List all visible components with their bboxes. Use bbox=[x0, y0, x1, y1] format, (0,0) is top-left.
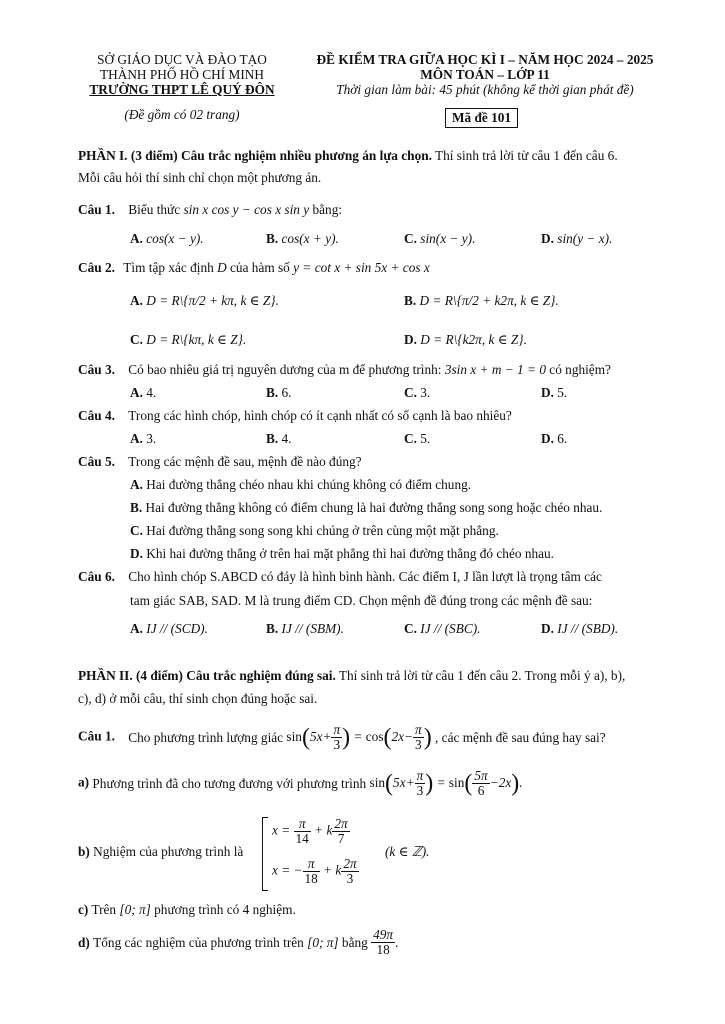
option-text: cos(x + y). bbox=[281, 231, 339, 246]
part1-intro-b: Mỗi câu hỏi thí sinh chỉ chọn một phương án. bbox=[78, 170, 322, 185]
item-c-interval: [0; π] bbox=[119, 902, 151, 917]
option-letter: B. bbox=[404, 293, 417, 308]
p2-q1-equation: sin(5x+ $\frac{\pi}{3}$ ) = cos(2x− $\frac{\pi}{3}$ ) bbox=[286, 722, 432, 753]
q5-text: Trong các mệnh đề sau, mệnh đề nào đúng? bbox=[128, 454, 362, 469]
q1-option-c[interactable] bbox=[404, 230, 475, 247]
q1-label: Câu 1. bbox=[78, 202, 115, 217]
item-d-text-a: Tổng các nghiệm của phương trình trên bbox=[93, 934, 304, 950]
q5-label: Câu 5. bbox=[78, 454, 115, 469]
part1-title: PHẦN I. (3 điểm) Câu trắc nghiệm nhiều phương án lựa chọn. bbox=[78, 148, 432, 163]
p2-item-d: d) Tổng các nghiệm của phương trình trên [0; π] bằng $\frac{49\pi}{18}$ . bbox=[78, 927, 399, 957]
school-name: TRƯỜNG THPT LÊ QUÝ ĐÔN bbox=[89, 82, 275, 97]
q4-option-d[interactable] bbox=[541, 430, 567, 447]
option-text: D = R\{kπ, k ∈ Z}. bbox=[146, 332, 247, 347]
q5-option-a[interactable] bbox=[130, 476, 471, 493]
q2-func: y = cot x + sin 5x + cos x bbox=[293, 260, 430, 275]
item-d-label: d) bbox=[78, 934, 90, 950]
option-text: 3. bbox=[420, 385, 431, 400]
page-count-note: (Đề gồm có 02 trang) bbox=[124, 107, 240, 122]
q4-label: Câu 4. bbox=[78, 408, 115, 423]
option-letter: C. bbox=[130, 332, 143, 347]
q2-stem bbox=[78, 259, 430, 276]
q5-stem bbox=[78, 453, 362, 470]
option-text: 5. bbox=[420, 431, 431, 446]
city-name: THÀNH PHỐ HỒ CHÍ MINH bbox=[100, 67, 264, 82]
item-d-text-b: bằng bbox=[341, 934, 368, 950]
part2-intro-b: c), d) ở mỗi câu, thí sinh chọn đúng hoặc sai. bbox=[78, 691, 318, 706]
item-b-condition: (k ∈ ℤ). bbox=[385, 844, 430, 859]
q2-text-a: Tìm tập xác định bbox=[123, 260, 214, 275]
option-text: IJ // (SCD). bbox=[146, 621, 208, 636]
option-letter: D. bbox=[130, 546, 143, 561]
part1-intro-a: Thí sinh trả lời từ câu 1 đến câu 6. bbox=[431, 148, 618, 163]
item-c-text-b: phương trình có 4 nghiệm. bbox=[154, 902, 296, 917]
option-text: 3. bbox=[146, 431, 157, 446]
option-letter: D. bbox=[541, 431, 554, 446]
part2-title: PHẦN II. (4 điểm) Câu trắc nghiệm đúng sai. bbox=[78, 668, 336, 683]
option-letter: C. bbox=[404, 431, 417, 446]
item-b-text: Nghiệm của phương trình là bbox=[93, 844, 244, 859]
q3-label: Câu 3. bbox=[78, 362, 115, 377]
q3-text-a: Có bao nhiêu giá trị nguyên dương của m để phương trình: bbox=[128, 362, 442, 377]
q4-option-a[interactable] bbox=[130, 430, 156, 447]
exam-title: ĐỀ KIỂM TRA GIỮA HỌC KÌ I – NĂM HỌC 2024 – 2025 bbox=[316, 52, 654, 67]
option-text: D = R\{π/2 + k2π, k ∈ Z}. bbox=[419, 293, 559, 308]
q5-option-c[interactable] bbox=[130, 522, 499, 539]
p2-item-a bbox=[78, 768, 523, 799]
option-letter: A. bbox=[130, 231, 143, 246]
solution-bracket bbox=[262, 817, 268, 891]
q1-expr: sin x cos y − cos x sin y bbox=[183, 202, 310, 217]
q4-option-c[interactable] bbox=[404, 430, 430, 447]
p2-q1-text-a: Cho phương trình lượng giác bbox=[128, 729, 284, 745]
fraction-numerator: 49π bbox=[373, 927, 394, 942]
option-letter: B. bbox=[266, 385, 279, 400]
solution-2: x = − $\frac{\pi}{18}$ + k $\frac{2\pi}{3}$ bbox=[272, 856, 357, 886]
item-d-interval: [0; π] bbox=[307, 934, 339, 950]
q3-option-d[interactable] bbox=[541, 384, 567, 401]
option-letter: A. bbox=[130, 621, 143, 636]
q3-stem bbox=[78, 361, 611, 378]
p2-q1-stem bbox=[78, 722, 606, 753]
department-name: SỞ GIÁO DỤC VÀ ĐÀO TẠO bbox=[97, 52, 267, 67]
option-text: Khi hai đường thẳng ở trên hai mặt phẳng thì hai đường thẳng đó chéo nhau. bbox=[146, 546, 555, 561]
q2-option-a[interactable] bbox=[130, 292, 279, 309]
part2-intro-a: Thí sinh trả lời từ câu 1 đến câu 2. Trong mỗi ý a), b), bbox=[335, 668, 626, 683]
q2-text-b: của hàm số bbox=[230, 260, 290, 275]
item-d-fraction bbox=[371, 928, 395, 957]
option-letter: A. bbox=[130, 431, 143, 446]
option-text: sin(x − y). bbox=[420, 231, 476, 246]
option-text: D = R\{k2π, k ∈ Z}. bbox=[420, 332, 527, 347]
q5-option-b[interactable] bbox=[130, 499, 602, 516]
q4-text: Trong các hình chóp, hình chóp có ít cạnh nhất có số cạnh là bao nhiêu? bbox=[128, 408, 512, 423]
q3-option-c[interactable] bbox=[404, 384, 430, 401]
item-a-equation: sin(5x+ $\frac{\pi}{3}$ ) = sin( $\frac{5\pi}{6}$ −2x). bbox=[369, 768, 523, 799]
option-text: IJ // (SBC). bbox=[420, 621, 481, 636]
option-text: 5. bbox=[557, 385, 568, 400]
option-letter: D. bbox=[541, 231, 554, 246]
q6-option-a[interactable] bbox=[130, 620, 208, 637]
q6-option-c[interactable] bbox=[404, 620, 480, 637]
option-letter: C. bbox=[404, 385, 417, 400]
q3-option-b[interactable] bbox=[266, 384, 292, 401]
option-letter: C. bbox=[404, 621, 417, 636]
option-text: IJ // (SBD). bbox=[557, 621, 619, 636]
q3-option-a[interactable] bbox=[130, 384, 156, 401]
option-letter: A. bbox=[130, 293, 143, 308]
option-text: 4. bbox=[146, 385, 157, 400]
q5-option-d[interactable] bbox=[130, 545, 554, 562]
q6-stem bbox=[78, 568, 602, 585]
item-b-label: b) bbox=[78, 844, 90, 859]
option-letter: D. bbox=[541, 621, 554, 636]
part1-heading bbox=[78, 147, 618, 164]
subject-line: MÔN TOÁN – LỚP 11 bbox=[420, 67, 550, 82]
exam-code-box: Mã đề 101 bbox=[445, 108, 518, 128]
option-letter: D. bbox=[541, 385, 554, 400]
option-letter: C. bbox=[130, 523, 143, 538]
option-letter: B. bbox=[266, 231, 279, 246]
item-a-label: a) bbox=[78, 774, 90, 790]
part2-heading bbox=[78, 667, 625, 684]
item-c-text-a: Trên bbox=[91, 902, 117, 917]
option-text: IJ // (SBM). bbox=[281, 621, 344, 636]
q4-option-b[interactable] bbox=[266, 430, 292, 447]
q2-option-b[interactable] bbox=[404, 292, 559, 309]
q6-label: Câu 6. bbox=[78, 569, 115, 584]
option-letter: B. bbox=[266, 431, 279, 446]
option-letter: D. bbox=[404, 332, 417, 347]
q1-option-d[interactable] bbox=[541, 230, 612, 247]
option-letter: B. bbox=[266, 621, 279, 636]
option-text: Hai đường thẳng không có điểm chung là hai đường thẳng song song hoặc chéo nhau. bbox=[145, 500, 603, 515]
q1-option-a[interactable] bbox=[130, 230, 204, 247]
q1-text-b: bằng: bbox=[312, 202, 343, 217]
q2-var: D bbox=[217, 260, 227, 275]
q1-text-a: Biểu thức bbox=[128, 202, 181, 217]
option-text: 6. bbox=[281, 385, 292, 400]
option-text: sin(y − x). bbox=[557, 231, 613, 246]
q2-label: Câu 2. bbox=[78, 260, 115, 275]
solution-1: x = $\frac{\pi}{14}$ + k $\frac{2\pi}{7}$ bbox=[272, 816, 348, 846]
q4-stem bbox=[78, 407, 512, 424]
p2-item-b bbox=[78, 843, 243, 860]
q2-option-c[interactable] bbox=[130, 331, 246, 348]
item-a-text: Phương trình đã cho tương đương với phương trình bbox=[92, 775, 367, 791]
fraction-denominator: 18 bbox=[376, 942, 390, 957]
option-text: Hai đường thẳng song song khi chúng ở trên cùng một mặt phẳng. bbox=[146, 523, 499, 538]
q2-option-d[interactable] bbox=[404, 331, 527, 348]
option-letter: C. bbox=[404, 231, 417, 246]
p2-q1-text-b: , các mệnh đề sau đúng hay sai? bbox=[435, 729, 606, 745]
q6-option-d[interactable] bbox=[541, 620, 618, 637]
q6-line2: tam giác SAB, SAD. M là trung điểm CD. Chọn mệnh đề đúng trong các mệnh đề sau: bbox=[130, 593, 593, 608]
option-text: Hai đường thẳng chéo nhau khi chúng không có điểm chung. bbox=[146, 477, 472, 492]
q1-stem bbox=[78, 201, 342, 218]
option-letter: A. bbox=[130, 477, 143, 492]
option-text: D = R\{π/2 + kπ, k ∈ Z}. bbox=[146, 293, 279, 308]
item-c-label: c) bbox=[78, 902, 89, 917]
p2-item-c bbox=[78, 901, 296, 918]
q6-line1: Cho hình chóp S.ABCD có đáy là hình bình hành. Các điểm I, J lần lượt là trọng tâm các bbox=[128, 569, 602, 584]
time-limit: Thời gian làm bài: 45 phút (không kể thời gian phát đề) bbox=[336, 82, 634, 97]
q3-eq: 3sin x + m − 1 = 0 bbox=[444, 362, 546, 377]
option-text: cos(x − y). bbox=[146, 231, 204, 246]
option-letter: B. bbox=[130, 500, 143, 515]
option-letter: A. bbox=[130, 385, 143, 400]
q6-option-b[interactable] bbox=[266, 620, 344, 637]
option-text: 6. bbox=[557, 431, 568, 446]
p2-q1-label: Câu 1. bbox=[78, 728, 115, 744]
option-text: 4. bbox=[281, 431, 292, 446]
q3-text-b: có nghiệm? bbox=[549, 362, 611, 377]
q1-option-b[interactable] bbox=[266, 230, 339, 247]
